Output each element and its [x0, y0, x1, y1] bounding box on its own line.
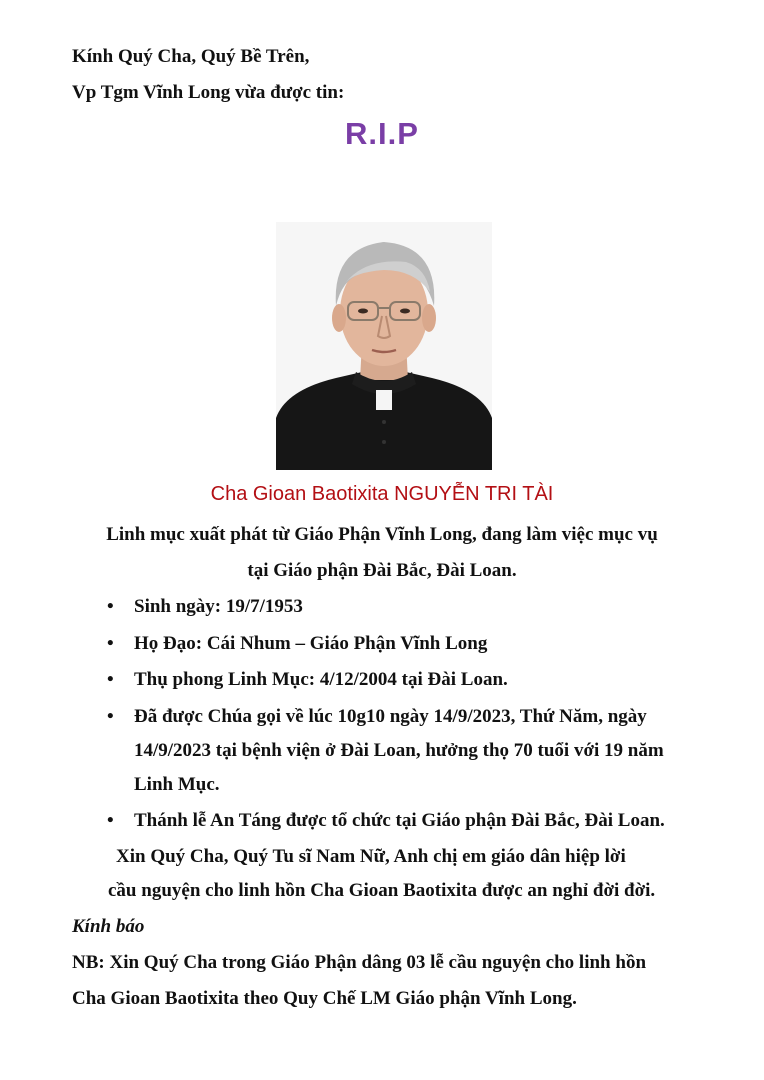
bullet-passing-line-3: Linh Mục. [134, 774, 220, 795]
name-surname: NGUYỄN TRI TÀI [394, 483, 554, 505]
prayer-line-1: Xin Quý Cha, Quý Tu sĩ Nam Nữ, Anh chị em giáo dân hiệp lời [116, 846, 626, 867]
rip-heading: R.I.P [345, 116, 419, 151]
greeting-line-2: Vp Tgm Vĩnh Long vừa được tin: [72, 82, 345, 103]
priest-name [0, 483, 764, 506]
bullet-glyph: • [107, 810, 114, 831]
bullet-glyph: • [107, 633, 114, 654]
name-prefix: Cha Gioan Baotixita [210, 483, 395, 505]
bullet-passing-line-1: Đã được Chúa gọi về lúc 10g10 ngày 14/9/2023, Thứ Năm, ngày [134, 706, 647, 727]
portrait-photo [276, 222, 492, 470]
intro-line-1: Linh mục xuất phát từ Giáo Phận Vĩnh Long, đang làm việc mục vụ [106, 524, 658, 545]
priest-portrait-icon [276, 222, 492, 470]
bullet-parish: Họ Đạo: Cái Nhum – Giáo Phận Vĩnh Long [134, 633, 488, 654]
note-line-1: NB: Xin Quý Cha trong Giáo Phận dâng 03 lễ cầu nguyện cho linh hồn [72, 952, 647, 973]
bullet-passing-line-2: 14/9/2023 tại bệnh viện ở Đài Loan, hưởng thọ 70 tuổi với 19 năm [134, 740, 664, 761]
intro-line-2: tại Giáo phận Đài Bắc, Đài Loan. [247, 560, 517, 581]
bullet-funeral: Thánh lễ An Táng được tổ chức tại Giáo phận Đài Bắc, Đài Loan. [134, 810, 665, 831]
closing-text: Kính báo [72, 916, 145, 937]
prayer-line-2: cầu nguyện cho linh hồn Cha Gioan Baotixita được an nghỉ đời đời. [108, 880, 656, 901]
bullet-glyph: • [107, 669, 114, 690]
greeting-line-1: Kính Quý Cha, Quý Bề Trên, [72, 46, 310, 67]
bullet-birth-date: Sinh ngày: 19/7/1953 [134, 596, 303, 617]
bullet-ordination: Thụ phong Linh Mục: 4/12/2004 tại Đài Loan. [134, 669, 508, 690]
bullet-glyph: • [107, 706, 114, 727]
note-line-2: Cha Gioan Baotixita theo Quy Chế LM Giáo phận Vĩnh Long. [72, 988, 577, 1009]
bullet-glyph: • [107, 596, 114, 617]
